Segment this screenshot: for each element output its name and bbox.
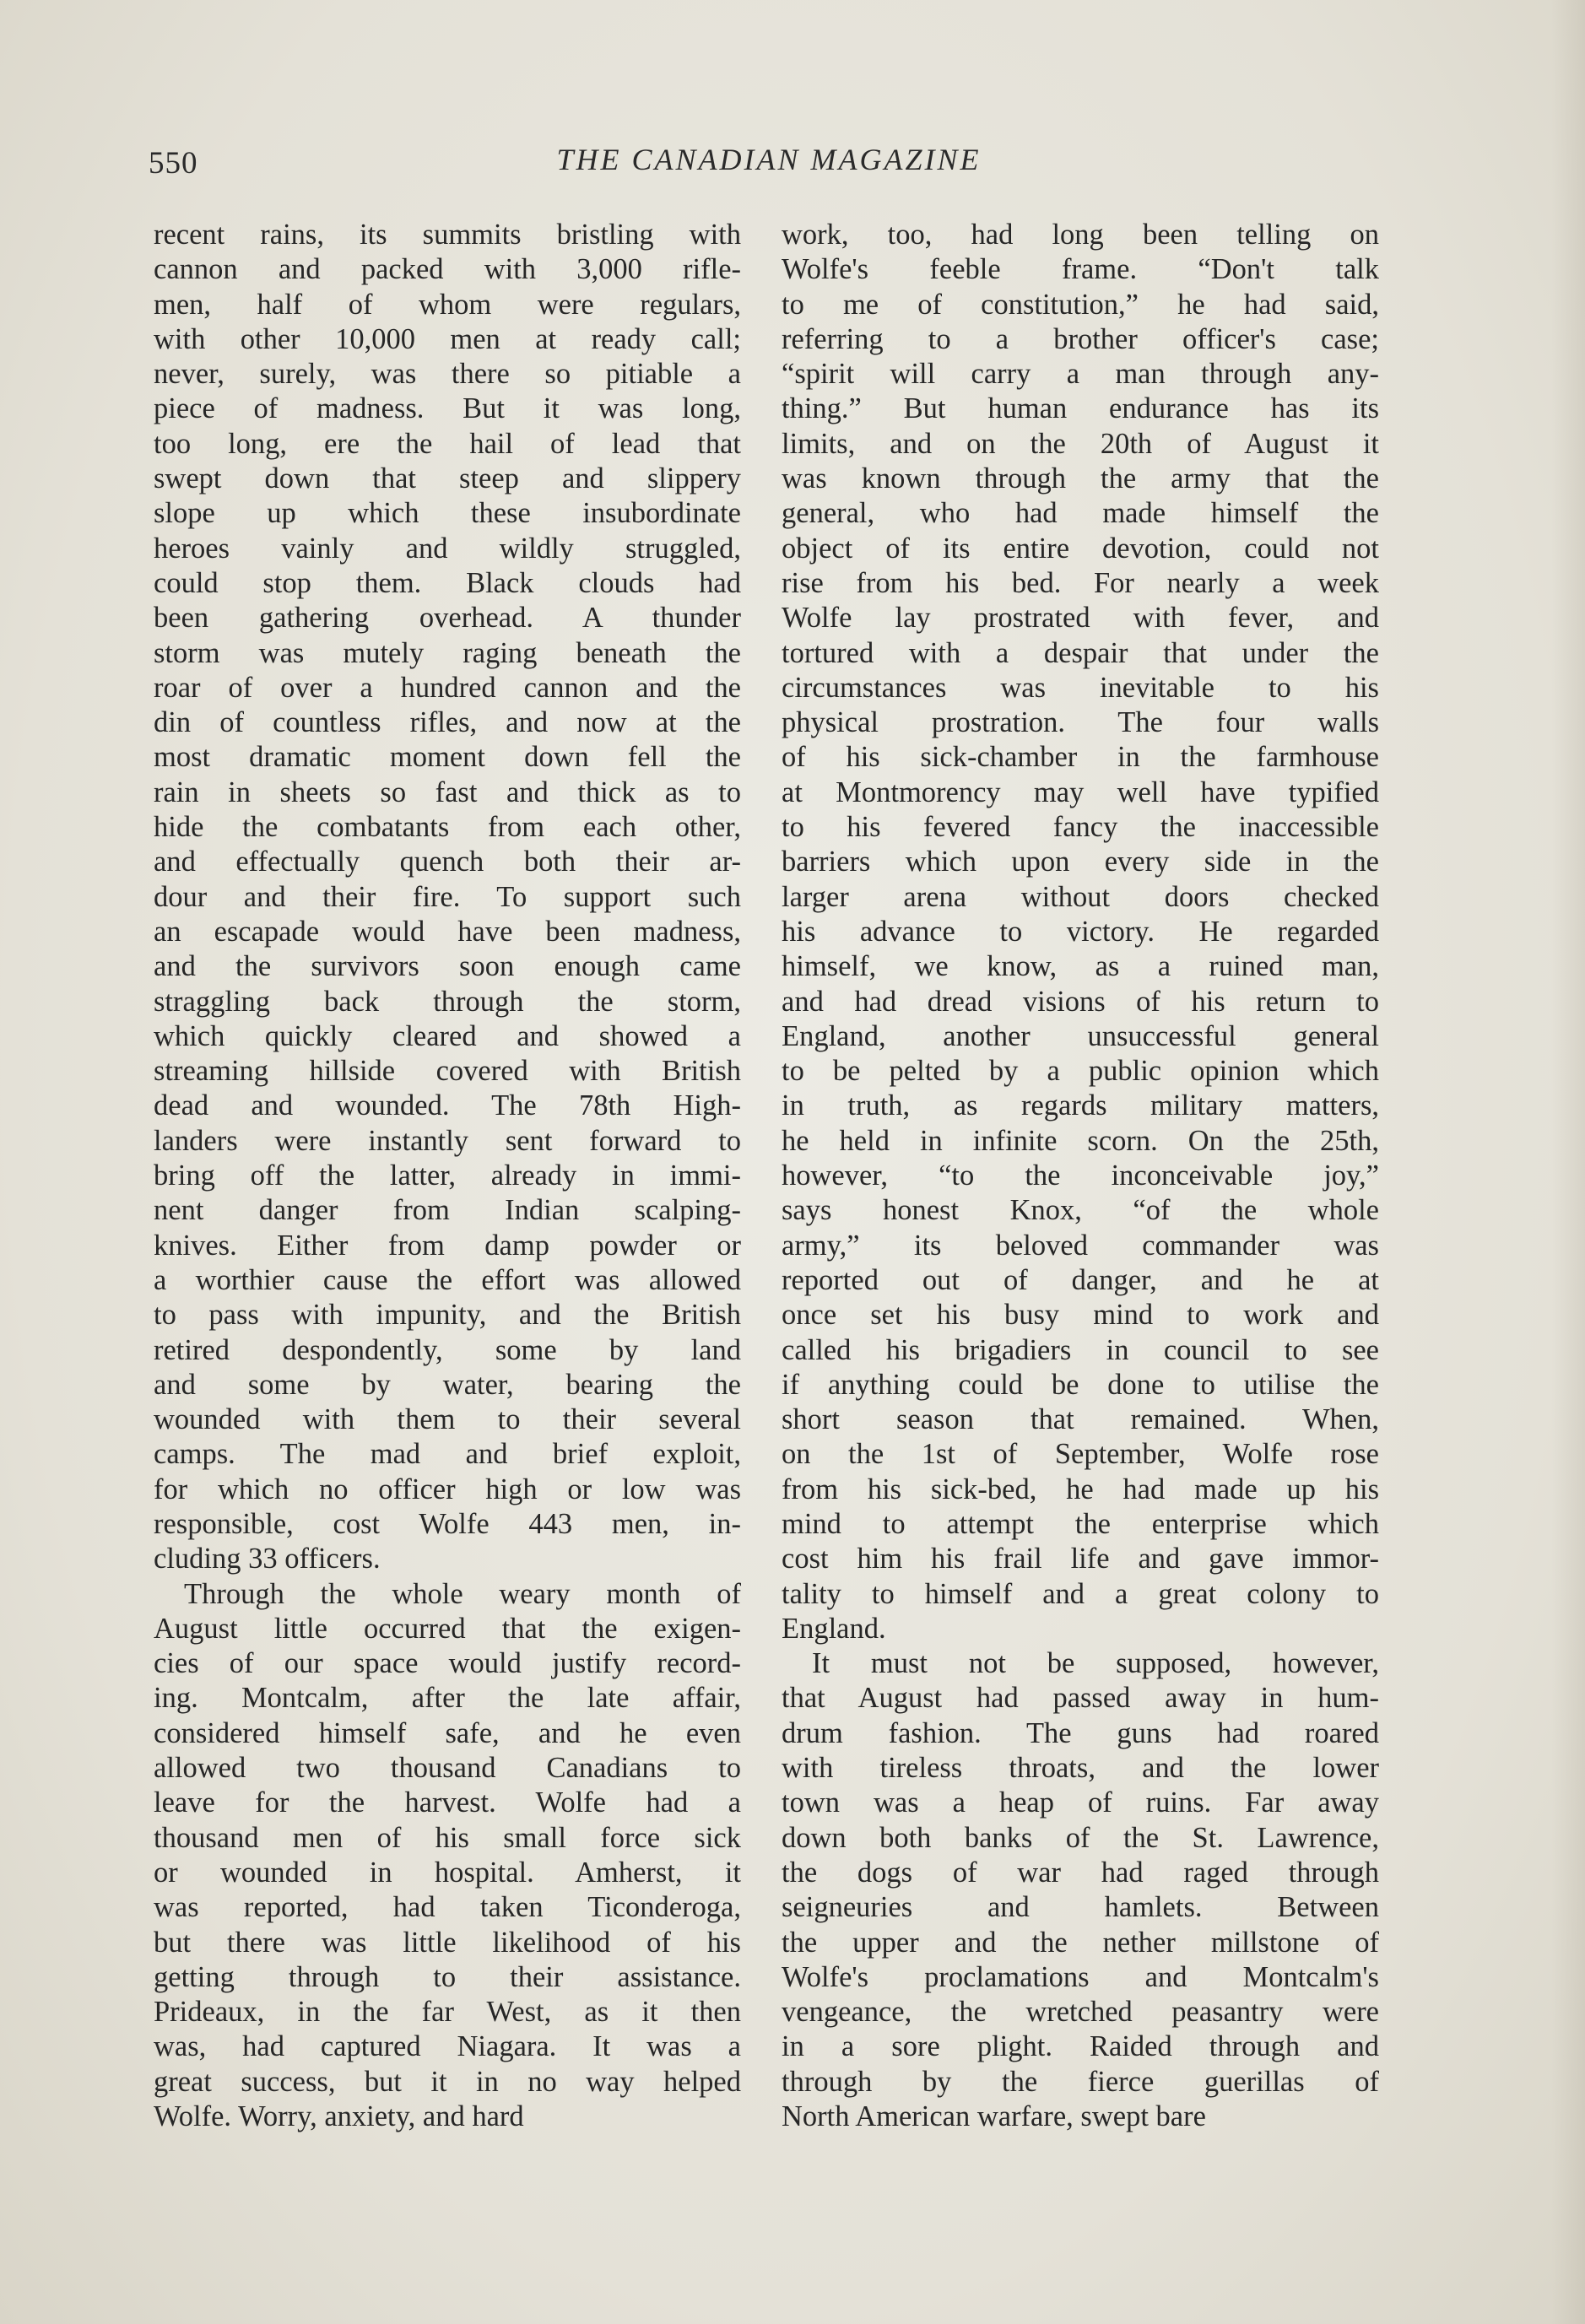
text-line: Through the whole weary month of <box>184 1577 741 1610</box>
text-line: and had dread visions of his return to <box>782 985 1379 1018</box>
text-line: too long, ere the hail of lead that <box>154 427 741 460</box>
text-line: circumstances was inevitable to his <box>782 671 1379 704</box>
text-line: in truth, as regards military matters, <box>782 1089 1379 1122</box>
text-line: an escapade would have been madness, <box>154 915 741 948</box>
text-line: but there was little likelihood of his <box>154 1926 741 1959</box>
text-line: swept down that steep and slippery <box>154 462 741 495</box>
text-line: thousand men of his small force sick <box>154 1821 741 1854</box>
text-line: been gathering overhead. A thunder <box>154 602 741 635</box>
text-line: seigneuries and hamlets. Between <box>782 1891 1379 1924</box>
text-line: leave for the harvest. Wolfe had a <box>154 1786 741 1819</box>
text-line: and some by water, bearing the <box>154 1368 741 1401</box>
text-line: dour and their fire. To support such <box>154 880 741 913</box>
text-line: “spirit will carry a man through any- <box>782 358 1379 391</box>
text-line: great success, but it in no way helped <box>154 2065 741 2098</box>
running-head: THE CANADIAN MAGAZINE <box>556 143 982 176</box>
text-line: to me of constitution,” he had said, <box>782 288 1379 321</box>
text-line: responsible, cost Wolfe 443 men, in- <box>154 1507 741 1540</box>
text-line: allowed two thousand Canadians to <box>154 1752 741 1785</box>
text-line: vengeance, the wretched peasantry were <box>782 1996 1379 2029</box>
text-line: from his sick-bed, he had made up his <box>782 1473 1379 1505</box>
text-line: says honest Knox, “of the whole <box>782 1194 1379 1227</box>
text-line: once set his busy mind to work and <box>782 1299 1379 1332</box>
text-line: roar of over a hundred cannon and the <box>154 671 741 704</box>
text-line: mind to attempt the enterprise which <box>782 1507 1379 1540</box>
text-line: straggling back through the storm, <box>154 985 741 1018</box>
text-line: getting through to their assistance. <box>154 1960 741 1993</box>
text-line: heroes vainly and wildly struggled, <box>154 532 741 565</box>
text-line: reported out of danger, and he at <box>782 1263 1379 1296</box>
text-line: never, surely, was there so pitiable a <box>154 358 741 391</box>
text-line: physical prostration. The four walls <box>782 706 1379 739</box>
text-line: called his brigadiers in council to see <box>782 1333 1379 1366</box>
text-line: wounded with them to their several <box>154 1403 741 1436</box>
text-line: considered himself safe, and he even <box>154 1716 741 1749</box>
text-line: thing.” But human endurance has its <box>782 392 1379 425</box>
text-line: general, who had made himself the <box>782 497 1379 530</box>
text-line: could stop them. Black clouds had <box>154 566 741 599</box>
text-line: Wolfe lay prostrated with fever, and <box>782 602 1379 635</box>
text-line: his advance to victory. He regarded <box>782 915 1379 948</box>
text-line: through by the fierce guerillas of <box>782 2065 1379 2098</box>
text-line: cannon and packed with 3,000 rifle- <box>154 253 741 286</box>
page-number: 550 <box>149 146 198 181</box>
text-line: Wolfe's proclamations and Montcalm's <box>782 1960 1379 1993</box>
text-line: camps. The mad and brief exploit, <box>154 1438 741 1471</box>
text-line: or wounded in hospital. Amherst, it <box>154 1856 741 1889</box>
text-line: drum fashion. The guns had roared <box>782 1716 1379 1749</box>
text-line: the dogs of war had raged through <box>782 1856 1379 1889</box>
text-line: tality to himself and a great colony to <box>782 1577 1379 1610</box>
text-line: cost him his frail life and gave immor- <box>782 1543 1379 1575</box>
text-line: cies of our space would justify record- <box>154 1647 741 1680</box>
text-line: England. <box>782 1612 886 1645</box>
text-line: to his fevered fancy the inaccessible <box>782 811 1379 844</box>
text-line: knives. Either from damp powder or <box>154 1229 741 1262</box>
text-line: Wolfe. Worry, anxiety, and hard <box>154 2100 524 2133</box>
text-line: with tireless throats, and the lower <box>782 1752 1379 1785</box>
text-line: It must not be supposed, however, <box>812 1647 1379 1680</box>
text-line: recent rains, its summits bristling with <box>154 219 741 251</box>
text-line: Wolfe's feeble frame. “Don't talk <box>782 253 1379 286</box>
text-line: of his sick-chamber in the farmhouse <box>782 741 1379 774</box>
text-line: slope up which these insubordinate <box>154 497 741 530</box>
text-line: at Montmorency may well have typified <box>782 776 1379 808</box>
page-header <box>149 142 1389 192</box>
text-line: for which no officer high or low was <box>154 1473 741 1505</box>
left-column <box>154 218 741 2134</box>
text-line: in a sore plight. Raided through and <box>782 2030 1379 2063</box>
text-line: a worthier cause the effort was allowed <box>154 1263 741 1296</box>
text-line: work, too, had long been telling on <box>782 219 1379 251</box>
text-line: men, half of whom were regulars, <box>154 288 741 321</box>
text-line: limits, and on the 20th of August it <box>782 427 1379 460</box>
text-line: short season that remained. When, <box>782 1403 1379 1436</box>
text-line: however, “to the inconceivable joy,” <box>782 1159 1379 1192</box>
text-line: the upper and the nether millstone of <box>782 1926 1379 1959</box>
text-line: which quickly cleared and showed a <box>154 1019 741 1052</box>
text-line: object of its entire devotion, could not <box>782 532 1379 565</box>
text-line: Prideaux, in the far West, as it then <box>154 1996 741 2029</box>
text-line: August little occurred that the exigen- <box>154 1612 741 1645</box>
text-line: dead and wounded. The 78th High- <box>154 1089 741 1122</box>
text-line: army,” its beloved commander was <box>782 1229 1379 1262</box>
text-line: landers were instantly sent forward to <box>154 1124 741 1157</box>
text-line: most dramatic moment down fell the <box>154 741 741 774</box>
text-line: and effectually quench both their ar- <box>154 846 741 878</box>
text-line: piece of madness. But it was long, <box>154 392 741 425</box>
right-column <box>782 218 1379 2134</box>
text-line: nent danger from Indian scalping- <box>154 1194 741 1227</box>
text-line: to be pelted by a public opinion which <box>782 1055 1379 1088</box>
text-line: tortured with a despair that under the <box>782 636 1379 669</box>
text-line: barriers which upon every side in the <box>782 846 1379 878</box>
text-line: retired despondently, some by land <box>154 1333 741 1366</box>
text-line: and the survivors soon enough came <box>154 950 741 983</box>
text-line: he held in infinite scorn. On the 25th, <box>782 1124 1379 1157</box>
text-line: down both banks of the St. Lawrence, <box>782 1821 1379 1854</box>
text-line: town was a heap of ruins. Far away <box>782 1786 1379 1819</box>
text-line: with other 10,000 men at ready call; <box>154 322 741 355</box>
text-line: was, had captured Niagara. It was a <box>154 2030 741 2063</box>
text-line: larger arena without doors checked <box>782 880 1379 913</box>
text-line: storm was mutely raging beneath the <box>154 636 741 669</box>
text-line: on the 1st of September, Wolfe rose <box>782 1438 1379 1471</box>
text-line: if anything could be done to utilise the <box>782 1368 1379 1401</box>
text-line: hide the combatants from each other, <box>154 811 741 844</box>
text-line: bring off the latter, already in immi- <box>154 1159 741 1192</box>
text-line: cluding 33 officers. <box>154 1543 381 1575</box>
text-line: North American warfare, swept bare <box>782 2100 1206 2133</box>
text-line: himself, we know, as a ruined man, <box>782 950 1379 983</box>
text-line: rise from his bed. For nearly a week <box>782 566 1379 599</box>
text-line: was reported, had taken Ticonderoga, <box>154 1891 741 1924</box>
text-line: ing. Montcalm, after the late affair, <box>154 1682 741 1715</box>
text-line: England, another unsuccessful general <box>782 1019 1379 1052</box>
text-line: rain in sheets so fast and thick as to <box>154 776 741 808</box>
text-line: to pass with impunity, and the British <box>154 1299 741 1332</box>
text-line: was known through the army that the <box>782 462 1379 495</box>
text-line: din of countless rifles, and now at the <box>154 706 741 739</box>
text-line: that August had passed away in hum- <box>782 1682 1379 1715</box>
text-line: referring to a brother officer's case; <box>782 322 1379 355</box>
text-line: streaming hillside covered with British <box>154 1055 741 1088</box>
